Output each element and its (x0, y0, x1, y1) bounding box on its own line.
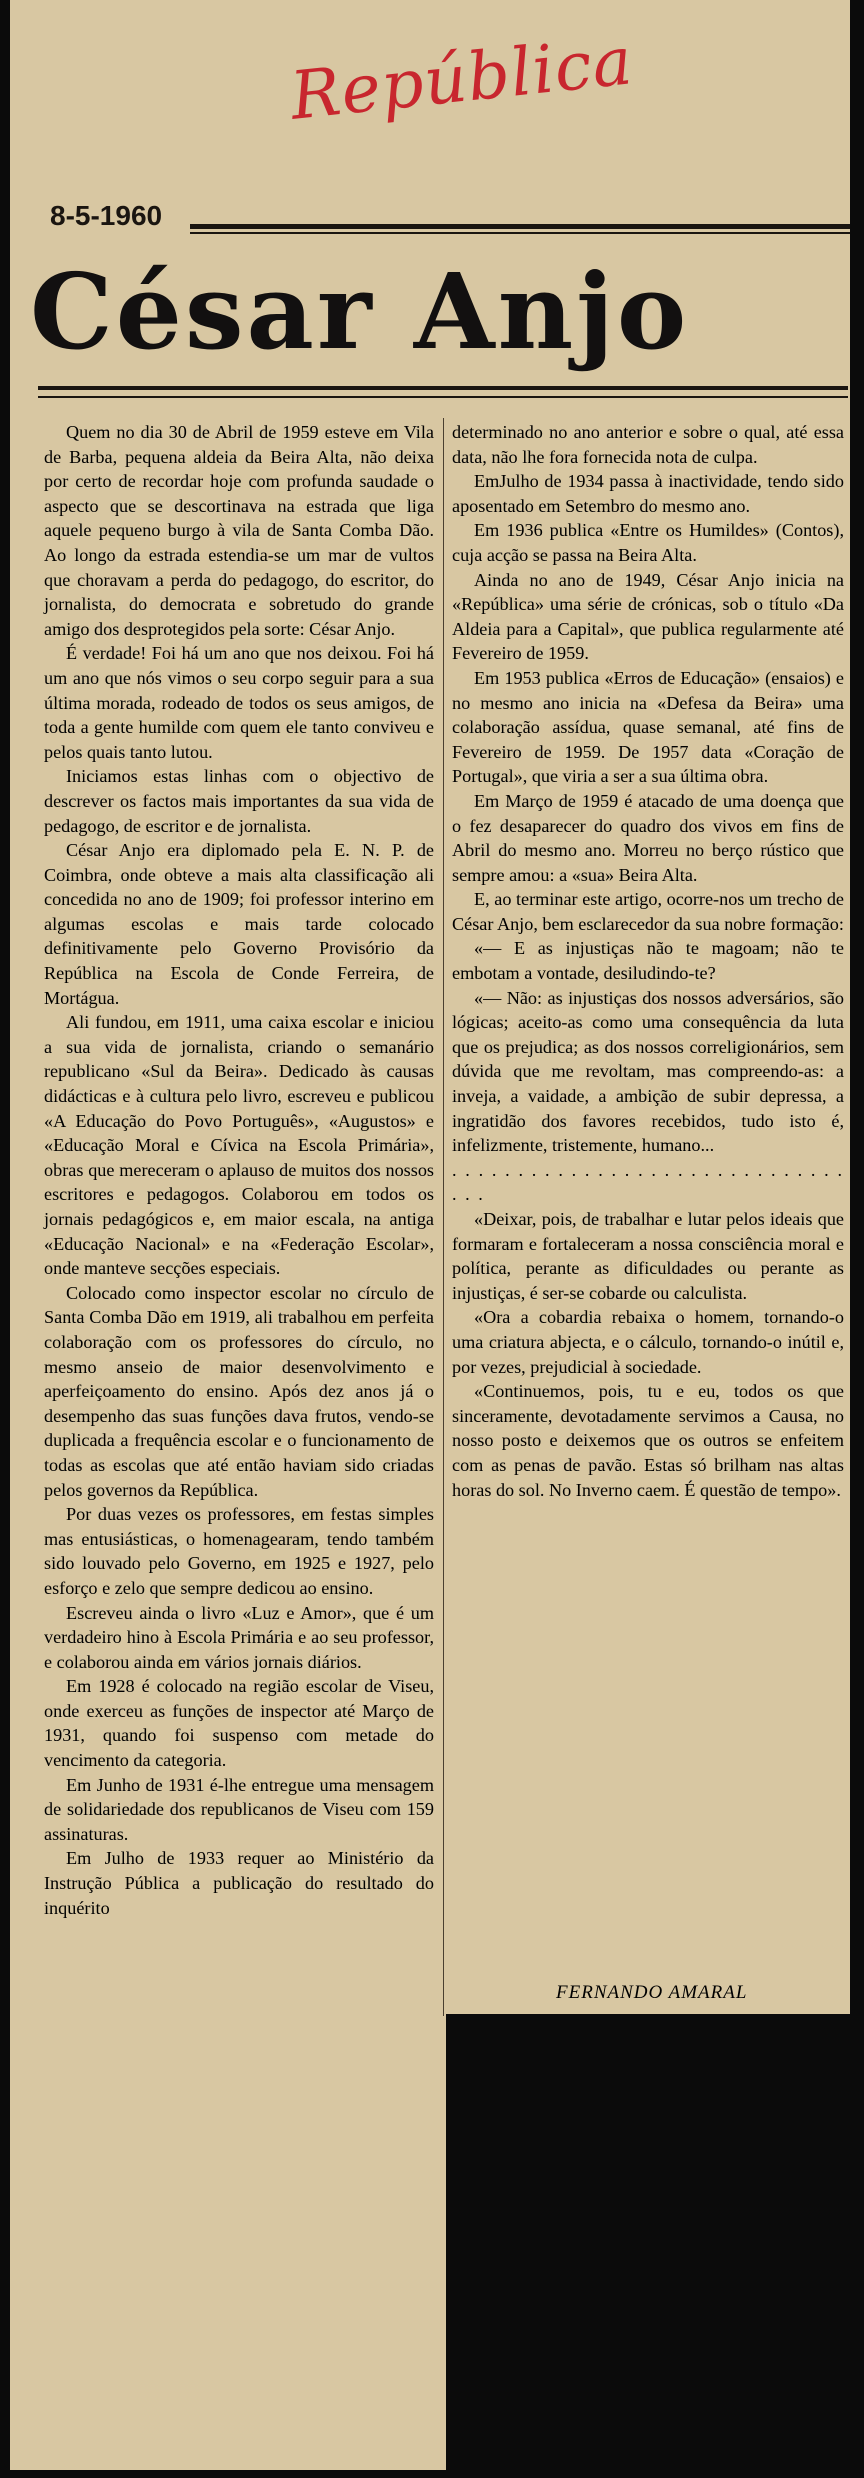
paragraph: Quem no dia 30 de Abril de 1959 esteve em Vila de Barba, pequena aldeia da Beira Alta, não deixa por certo de recordar hoje com profunda saudade o aspecto que se descortinava na estrada que liga aquele pequeno burgo à vila de Santa Comba Dão. Ao longo da estrada estendia-se um mar de vultos que choravam a perda do pedagogo, do escritor, do jornalista, do democrata e sobretudo do grande amigo dos desprotegidos pela sorte: César Anjo. (44, 422, 434, 639)
author-signature: FERNANDO AMARAL (556, 1982, 748, 2003)
paragraph: Em Março de 1959 é atacado de uma doença que o fez desaparecer do quadro dos vivos em fins de Abril do mesmo ano. Morreu no berço rústico que sempre amou: a «sua» Beira Alta. (452, 790, 844, 885)
paragraph: Por duas vezes os professores, em festas simples mas entusiásticas, o homenagearam, tendo também sido louvado pelo Governo, em 1925 e 1927, pelo esforço e zelo que sempre dedicou ao ensino. (44, 1504, 434, 1598)
quote-paragraph: «Deixar, pois, de trabalhar e lutar pelos ideais que formaram e fortaleceram a nossa consciência moral e política, perante as dificuldades ou perante as injustiças, é ser-se cobarde ou calculista. (452, 1209, 844, 1303)
paragraph: Colocado como inspector escolar no círculo de Santa Comba Dão em 1919, ali trabalhou em perfeita colaboração com os professores do círculo, no mesmo anseio de maior desenvolvimento e aperfeiçoamento do ensino. Após dez anos já o desempenho das suas funções dava frutos, vendo-se duplicada a frequência escolar e o funcionamento de todas as escolas que até então haviam sido criadas pelos governos da República. (44, 1282, 434, 1500)
article-left-column (44, 420, 434, 1920)
column-divider (443, 418, 444, 2016)
paragraph: É verdade! Foi há um ano que nos deixou. Foi há um ano que nós vimos o seu corpo seguir para a sua última morada, rodeado de todos os seus amigos, de toda a gente humilde com quem ele tanto conviveu e pelos quais tanto lutou. (44, 643, 434, 762)
paragraph: Ainda no ano de 1949, César Anjo inicia na «República» uma série de crónicas, sob o título «Da Aldeia para a Capital», que publica regularmente até Fevereiro de 1959. (452, 569, 844, 664)
headline-rule-thin (38, 396, 848, 398)
headline-rule-thick (38, 386, 848, 390)
quote-paragraph: «Ora a cobardia rebaixa o homem, tornando-o uma criatura abjecta, e o cálculo, tornando-o inútil e, por vezes, prejudicial à sociedade. (452, 1307, 844, 1377)
article-right-column (452, 420, 844, 1502)
ellipsis-line: . . . . . . . . . . . . . . . . . . . . . . . . . . . . . . . . . (452, 1159, 844, 1205)
paragraph: César Anjo era diplomado pela E. N. P. de Coimbra, onde obteve a mais alta classificação ali concedida no ano de 1909; foi professor interino em algumas escolas e mais tarde colocado definitivamente pelo Governo Provisório da República na Escola de Conde Ferreira, de Mortágua. (44, 840, 434, 1008)
paragraph: Ali fundou, em 1911, uma caixa escolar e iniciou a sua vida de jornalista, criando o semanário republicano «Sul da Beira». Dedicado às causas didácticas e à cultura pelo livro, escreveu e publicou «A Educação do Povo Português», «Augustos» e «Educação Moral e Cívica na Escola Primária», obras que mereceram o aplauso de muitos dos nossos escritores e pedagogos. Colaborou em todos os jornais pedagógicos e, em maior escala, na antiga «Educação Nacional» e na «Federação Escolar», onde manteve secções especiais. (44, 1012, 434, 1279)
paragraph: Em 1953 publica «Erros de Educação» (ensaios) e no mesmo ano inicia na «Defesa da Beira» uma colaboração assídua, quase semanal, até fins de Fevereiro de 1959. De 1957 data «Coração de Portugal», que viria a ser a sua última obra. (452, 667, 844, 787)
quote-paragraph: «— E as injustiças não te magoam; não te embotam a vontade, desiludindo-te? (452, 938, 844, 984)
paragraph: Em 1928 é colocado na região escolar de Viseu, onde exerceu as funções de inspector até Março de 1931, quando foi suspenso com metade do vencimento da categoria. (44, 1676, 434, 1771)
paragraph: Iniciamos estas linhas com o objectivo de descrever os factos mais importantes da sua vida de pedagogo, de escritor e de jornalista. (44, 766, 434, 836)
date-rule (190, 224, 850, 229)
headline: César Anjo (30, 250, 690, 373)
date-rule-thin (190, 232, 850, 234)
quote-paragraph: «Continuemos, pois, tu e eu, todos os que sinceramente, devotadamente servimos a Causa, no nosso posto e deixemos que os outros se enfeitem com as penas de pavão. Estas só brilham nas altas horas do sol. No Inverno caem. É questão de tempo». (452, 1381, 844, 1500)
clipping-header (10, 0, 850, 420)
publication-date: 8-5-1960 (50, 200, 163, 231)
quote-paragraph: «— Não: as injustiças dos nossos adversários, são lógicas; aceito-as como uma consequência da luta que os prejudica; as dos nossos correligionários, sem dúvida que me revoltam, mas compreendo-as: a inveja, a vaidade, a ambição de subir depressa, a ingratidão dos favores recebidos, tudo isto é, infelizmente, tristemente, humano... (452, 987, 844, 1156)
paragraph: Escreveu ainda o livro «Luz e Amor», que é um verdadeiro hino à Escola Primária e ao seu professor, e colaborou ainda em vários jornais diários. (44, 1602, 434, 1672)
paragraph: Em Junho de 1931 é-lhe entregue uma mensagem de solidariedade dos republicanos de Viseu com 159 assinaturas. (44, 1774, 434, 1844)
paragraph: Em Julho de 1933 requer ao Ministério da Instrução Pública a publicação do resultado do inquérito (44, 1848, 434, 1918)
handwritten-note: República (286, 22, 637, 135)
paragraph: EmJulho de 1934 passa à inactividade, tendo sido aposentado em Setembro do mesmo ano. (452, 471, 844, 516)
paragraph: E, ao terminar este artigo, ocorre-nos um trecho de César Anjo, bem esclarecedor da sua nobre formação: (452, 889, 844, 934)
paragraph: Em 1936 publica «Entre os Humildes» (Contos), cuja acção se passa na Beira Alta. (452, 520, 844, 565)
paragraph: determinado no ano anterior e sobre o qual, até essa data, não lhe fora fornecida nota de culpa. (452, 422, 844, 467)
